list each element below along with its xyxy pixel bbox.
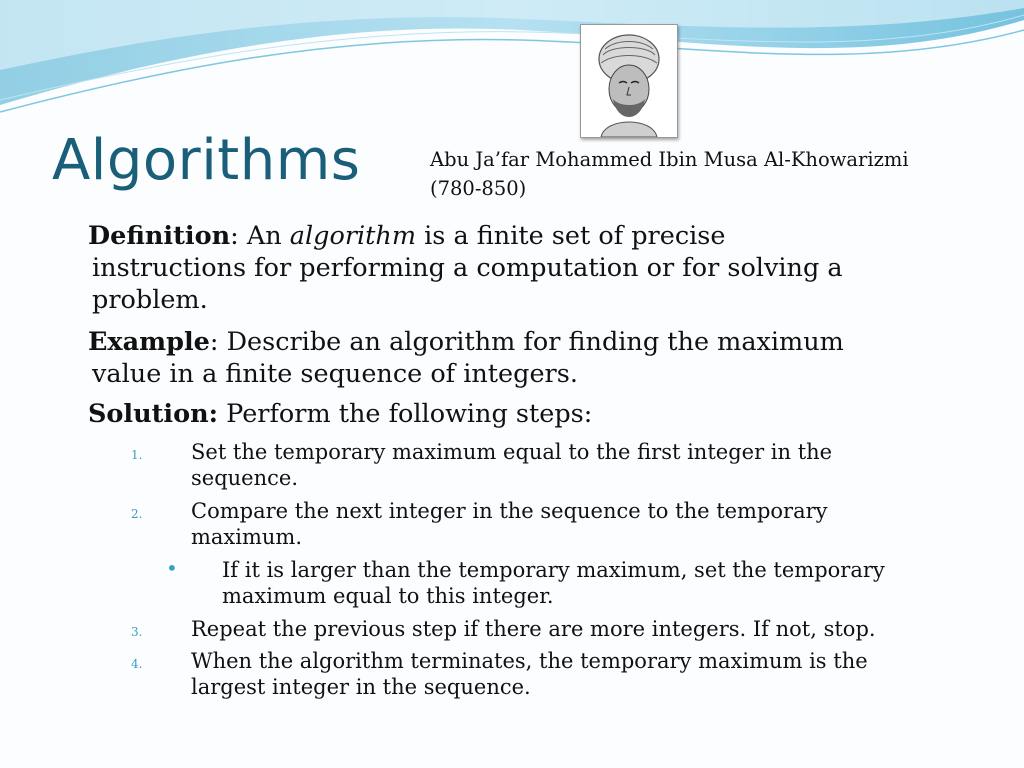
example-text-1: : Describe an algorithm for finding the maximum [209, 327, 844, 357]
step-text [191, 498, 828, 550]
step-text-line: Repeat the previous step if there are more integers. If not, stop. [191, 617, 876, 641]
step-number: 4. [131, 657, 143, 671]
solution-label: Solution: [88, 399, 219, 429]
definition-text-2: instructions for performing a computation or for solving a [92, 253, 843, 283]
step-number: 3. [131, 625, 143, 639]
definition-paragraph [88, 220, 968, 316]
caption-name: Abu Ja’far Mohammed Ibin Musa Al-Khowarizmi [430, 148, 909, 171]
solution-paragraph [88, 398, 968, 430]
step-number: 2. [131, 507, 143, 521]
step-text-line: sequence. [191, 466, 298, 490]
step-text [191, 616, 876, 642]
definition-term: algorithm [289, 221, 417, 251]
step-number: 1. [131, 448, 143, 462]
solution-text: Perform the following steps: [218, 399, 593, 429]
example-paragraph [88, 326, 968, 390]
al-khowarizmi-portrait [581, 25, 677, 137]
sub-bullet-text-line: maximum equal to this integer. [222, 584, 554, 608]
definition-text-3: problem. [92, 285, 208, 315]
definition-label: Definition [88, 221, 231, 251]
step-text-line: Compare the next integer in the sequence to the temporary [191, 499, 828, 523]
definition-text-1: is a finite set of precise [416, 221, 726, 251]
sub-bullet-text [222, 557, 885, 609]
step-text [191, 439, 832, 491]
portrait-image [580, 24, 678, 138]
bullet-icon: • [166, 556, 178, 580]
sub-bullet-text-line: If it is larger than the temporary maximum, set the temporary [222, 558, 885, 582]
step-text-line: When the algorithm terminates, the temporary maximum is the [191, 649, 868, 673]
example-text-2: value in a finite sequence of integers. [92, 359, 578, 389]
definition-sep: : An [230, 221, 290, 251]
step-text-line: maximum. [191, 525, 303, 549]
step-text-line: Set the temporary maximum equal to the first integer in the [191, 440, 833, 464]
step-text [191, 648, 868, 700]
caption-years: (780-850) [430, 177, 527, 200]
portrait-caption [430, 145, 909, 203]
header-wave-decoration [0, 0, 1024, 130]
page-title: Algorithms [52, 128, 361, 193]
step-text-line: largest integer in the sequence. [191, 675, 531, 699]
example-label: Example [88, 327, 210, 357]
